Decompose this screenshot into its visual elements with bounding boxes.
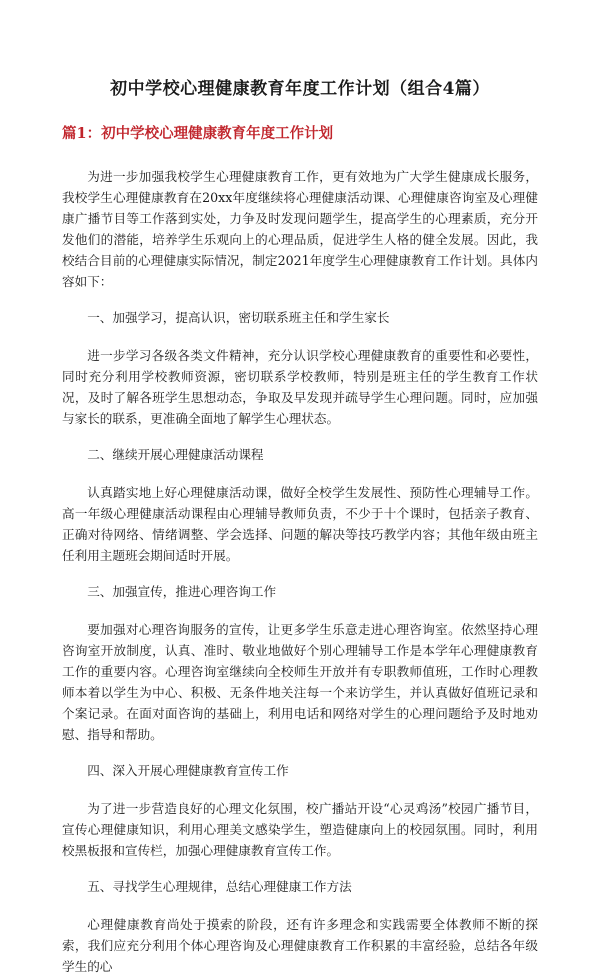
section-5-body: 心理健康教育尚处于摸索的阶段，还有许多理念和实践需要全体教师不断的探索，我们应充分利用个体心理咨询及心理健康教育工作积累的丰富经验，总结各年级学生的心 [62,917,538,974]
section-1-heading: 一、加强学习，提高认识，密切联系班主任和学生家长 [87,310,390,325]
section-4-body: 为了进一步营造良好的心理文化氛围，校广播站开设“心灵鸡汤”校园广播节目，宣传心理健康知识，利用心理美文感染学生，塑造健康向上的校园氛围。同时，利用校黑板报和宣传栏，加强心理健康教育宣传工作。 [62,801,538,858]
chapter-title: 篇1：初中学校心理健康教育年度工作计划 [62,125,334,142]
section-5-heading: 五、寻找学生心理规律，总结心理健康工作方法 [87,879,352,894]
document-title: 初中学校心理健康教育年度工作计划（组合4篇） [110,79,490,99]
section-3-body: 要加强对心理咨询服务的宣传，让更多学生乐意走进心理咨询室。依然坚持心理咨询室开放制度，认真、准时、敬业地做好个别心理辅导工作是本学年心理健康教育工作的重要内容。心理咨询室继续向全校师生开放并有专职教师值班，工作时心理教师本着以学生为中心、积极、无条件地关注每一个来访学生，并认真做好值班记录和个案记录。在面对面咨询的基础上，利用电话和网络对学生的心理问题给予及时地劝慰、指导和帮助。 [62,622,538,742]
section-1-body: 进一步学习各级各类文件精神，充分认识学校心理健康教育的重要性和必要性，同时充分利用学校教师资源，密切联系学校教师，特别是班主任的学生教育工作状况，及时了解各班学生思想动态，争取及早发现并疏导学生心理问题。同时，应加强与家长的联系，更准确全面地了解学生心理状态。 [62,348,538,426]
intro-paragraph: 为进一步加强我校学生心理健康教育工作，更有效地为广大学生健康成长服务，我校学生心理健康教育在20xx年度继续将心理健康活动课、心理健康咨询室及心理健康广播节目等工作落到实处，力争及时发现问题学生，提高学生的心理素质，充分开发他们的潜能，培养学生乐观向上的心理品质，促进学生人格的健全发展。因此，我校结合目前的心理健康实际情况，制定2021年度学生心理健康教育工作计划。具体内容如下： [62,169,538,289]
section-3-heading: 三、加强宣传，推进心理咨询工作 [87,584,277,599]
section-2-heading: 二、继续开展心理健康活动课程 [87,447,264,462]
section-4-heading: 四、深入开展心理健康教育宣传工作 [87,763,289,778]
section-2-body: 认真踏实地上好心理健康活动课，做好全校学生发展性、预防性心理辅导工作。高一年级心理健康活动课程由心理辅导教师负责，不少于十个课时，包括亲子教育、正确对待网络、情绪调整、学会选择、问题的解决等技巧教学内容；其他年级由班主任利用主题班会期间适时开展。 [62,485,538,563]
